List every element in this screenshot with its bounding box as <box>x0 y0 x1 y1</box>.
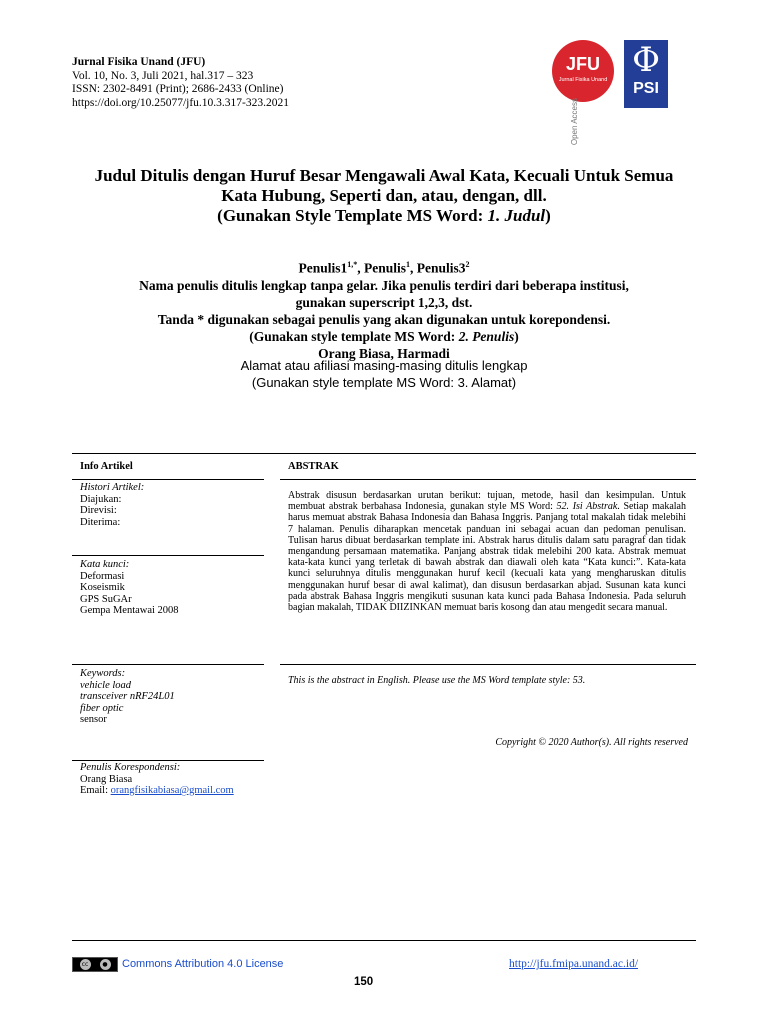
author-note-1: Nama penulis ditulis lengkap tanpa gelar. Jika penulis terdiri dari beberapa institusi, <box>139 277 629 293</box>
journal-doi[interactable]: https://doi.org/10.25077/jfu.10.3.317-323.2021 <box>72 96 290 109</box>
revised-label: Direvisi: <box>80 505 117 516</box>
paper-title <box>72 166 696 226</box>
footer-rule <box>72 940 696 941</box>
keywords-id-rule <box>72 664 264 665</box>
address-block <box>72 357 696 391</box>
page-number: 150 <box>354 976 374 988</box>
keywords-en-block <box>80 668 175 726</box>
english-abstract: This is the abstract in English. Please use the MS Word template style: 53. <box>288 675 586 686</box>
cc-icon: cc <box>80 959 91 970</box>
jfu-logo-text: JFU <box>565 54 600 74</box>
keyword-en-item: vehicle load <box>80 679 132 691</box>
copyright-notice: Copyright © 2020 Author(s). All rights reserved <box>495 737 688 748</box>
abstract-id-rule <box>280 664 696 665</box>
journal-info <box>72 56 289 110</box>
title-line-3: (Gunakan Style Template MS Word: 1. Judul) <box>217 206 551 225</box>
author-names: Orang Biasa, Harmadi <box>318 345 450 361</box>
title-line-1: Judul Ditulis dengan Huruf Besar Mengawali Awal Kata, Kecuali Untuk Semua <box>94 166 674 185</box>
corr-email-line: Email: orangfisikabiasa@gmail.com <box>80 785 234 796</box>
phi-icon: Φ <box>632 40 660 80</box>
authors-block <box>72 256 696 362</box>
table-top-rule <box>72 453 696 454</box>
keyword-en-item: sensor <box>80 714 107 725</box>
jfu-logo <box>552 40 614 102</box>
abstract-header-rule <box>280 479 696 480</box>
correspondence-block <box>80 762 234 797</box>
accepted-label: Diterima: <box>80 516 121 528</box>
corr-email-link[interactable]: orangfisikabiasa@gmail.com <box>110 785 234 796</box>
title-line-2: Kata Hubung, Seperti dan, atau, dengan, dll. <box>221 186 547 205</box>
corr-label: Penulis Korespondensi: <box>80 762 181 773</box>
jfu-logo-subtext: Jurnal Fisika Unand <box>558 77 608 83</box>
psi-logo-text: PSI <box>633 80 659 97</box>
author-note-3: Tanda * digunakan sebagai penulis yang akan digunakan untuk korepondensi. <box>157 311 611 327</box>
cc-license-icon[interactable] <box>72 957 118 972</box>
keyword-id-item: Koseismik <box>80 582 125 593</box>
keywords-en-label: Keywords: <box>80 668 126 679</box>
open-access-label: Open Access <box>570 98 579 146</box>
journal-issn: ISSN: 2302-8491 (Print); 2686-2433 (Online) <box>72 83 284 95</box>
keywords-id-block <box>80 559 179 617</box>
history-block <box>80 482 144 528</box>
address-line-2: (Gunakan style template MS Word: 3. Alamat) <box>251 375 517 390</box>
author-list: $Penulis1^{1,*}$, Penulis$^1$, $Penulis3^2$ <box>298 260 470 276</box>
keyword-en-item: fiber optic <box>80 702 124 714</box>
history-rule <box>72 555 264 556</box>
info-header-rule <box>72 479 264 480</box>
keyword-id-item: Gempa Mentawai 2008 <box>80 605 179 616</box>
keywords-id-label: Kata kunci: <box>80 559 130 570</box>
journal-url-link[interactable]: http://jfu.fmipa.unand.ac.id/ <box>509 958 639 970</box>
abstract-body: Abstrak disusun berdasarkan urutan berikut: tujuan, metode, hasil dan kesimpulan. Untuk membuat abstrak berbahasa Indonesia, gunakan style MS Word: 52. Isi Abstrak. Setiap makalah harus memuat abstrak Bahasa Indonesia dan Bahasa Inggris. Panjang total makalah tidak melebihi 7 halaman. Penulis diharapkan mencetak panduan ini sebagai acuan dan pedoman penulisan. Tulisan harus dibuat berdasarkan template ini. Abstrak harus ditulis dalam satu paragraf dan tidak mengandung persamaan matematika. Panjang abstrak tidak melebihi 200 kata. Abstrak memuat kata-kata kunci yang terletak di bawah abstrak dan diawali oleh kata “Kata kunci:”. Kata-kata kunci seluruhnya ditulis menggunakan huruf kecil (kecuali kata yang mengharuskan ditulis menggunakan huruf besar di awal kalimat), dan disusun berdasarkan abjad. Susunan kata kunci pada abstrak Bahasa Inggris mengikuti susunan kata kunci pada Bahasa Indonesia. Pada seluruh bagian makalah, TIDAK DIIZINKAN memuat baris kosong dan atau mengedit secara manual. <box>288 490 686 614</box>
address-line-1: Alamat atau afiliasi masing-masing ditulis lengkap <box>240 358 528 373</box>
author-note-2: gunakan superscript 1,2,3, dst. <box>295 294 473 310</box>
journal-volume: Vol. 10, No. 3, Juli 2021, hal.317 – 323 <box>72 69 254 82</box>
abstract-header: ABSTRAK <box>288 461 339 472</box>
by-icon: ● <box>100 959 111 970</box>
info-header: Info Artikel <box>80 461 133 472</box>
corr-name: Orang Biasa <box>80 773 133 785</box>
keywords-en-rule <box>72 760 264 761</box>
keyword-en-item: transceiver nRF24L01 <box>80 691 175 702</box>
journal-name: Jurnal Fisika Unand (JFU) <box>72 56 206 68</box>
psi-logo <box>624 40 668 108</box>
keyword-id-item: GPS SuGAr <box>80 593 132 605</box>
keyword-id-item: Deformasi <box>80 570 125 582</box>
author-note-4: (Gunakan style template MS Word: 2. Penulis) <box>249 328 519 344</box>
license-link[interactable]: Commons Attribution 4.0 License <box>122 958 284 970</box>
history-label: Histori Artikel: <box>80 482 145 493</box>
received-label: Diajukan: <box>80 493 122 505</box>
